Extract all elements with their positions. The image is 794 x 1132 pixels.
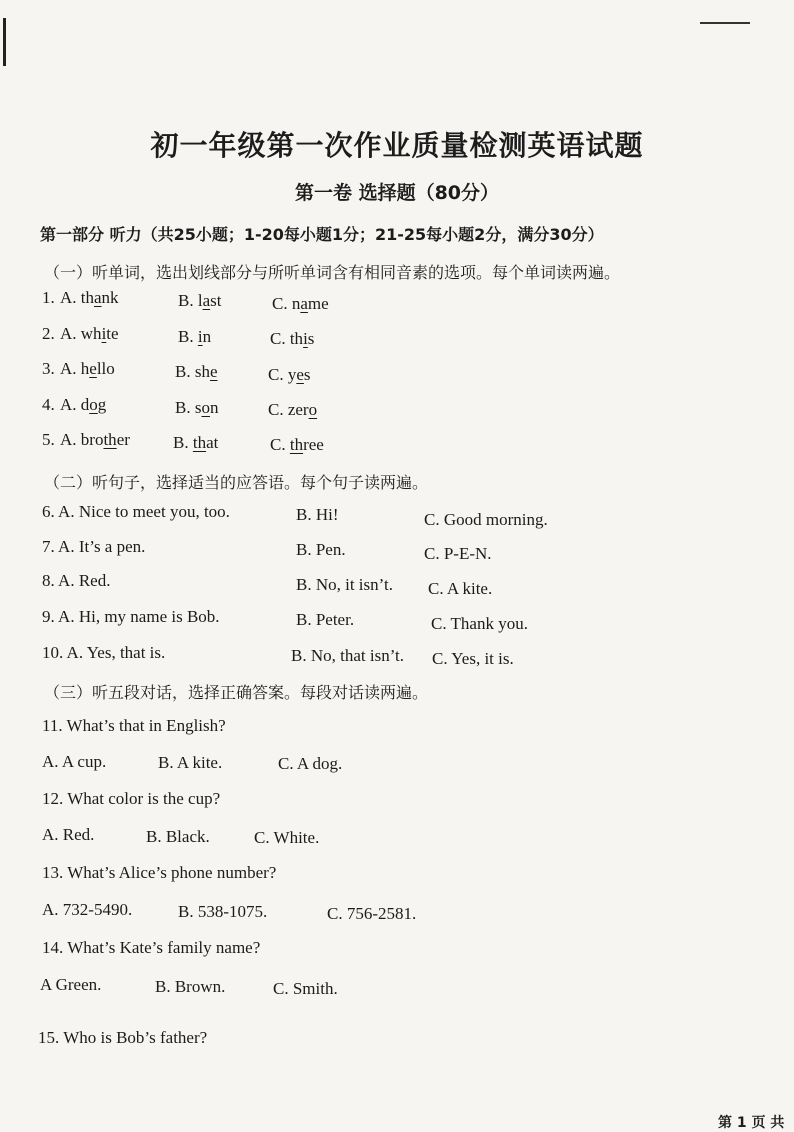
- question-text: 15. Who is Bob’s father?: [38, 1028, 208, 1047]
- option-b: B. Pen.: [296, 540, 346, 559]
- option-c: C. 756-2581.: [327, 904, 417, 923]
- option-c: C. yes: [268, 365, 311, 384]
- option-b: B. Peter.: [296, 610, 355, 629]
- volume-subtitle: 第一卷 选择题（80分）: [294, 182, 500, 204]
- option-b: B. Hi!: [296, 505, 339, 524]
- question-number: 1.: [42, 288, 55, 307]
- option-a: A. Red.: [42, 825, 95, 844]
- exam-title: 初一年级第一次作业质量检测英语试题: [150, 129, 644, 162]
- question-text: 12. What color is the cup?: [42, 789, 221, 808]
- option-c: C. zero: [268, 400, 318, 419]
- option-a: 10. A. Yes, that is.: [42, 643, 166, 662]
- option-b: B. that: [173, 433, 219, 452]
- option-a: A. brother: [60, 430, 130, 449]
- option-a: 7. A. It’s a pen.: [42, 537, 146, 556]
- option-a: 9. A. Hi, my name is Bob.: [42, 607, 220, 626]
- question-number: 5.: [42, 430, 55, 449]
- option-b: B. son: [175, 398, 219, 417]
- option-a: A. dog: [60, 395, 107, 414]
- option-a: A. white: [60, 324, 119, 343]
- option-c: C. Yes, it is.: [432, 649, 514, 668]
- question-text: 14. What’s Kate’s family name?: [42, 938, 261, 957]
- option-c: C. Thank you.: [431, 614, 528, 633]
- option-a: 6. A. Nice to meet you, too.: [42, 502, 230, 521]
- option-c: C. three: [270, 435, 324, 454]
- option-a: A. thank: [60, 288, 119, 307]
- option-a: A Green.: [40, 975, 102, 994]
- part-heading: 第一部分 听力（共25小题；1-20每小题1分；21-25每小题2分，满分30分）: [40, 225, 604, 244]
- option-b: B. in: [178, 327, 212, 346]
- option-c: C. White.: [254, 828, 320, 847]
- option-a: A. 732-5490.: [42, 900, 133, 919]
- scan-edge-mark: [3, 18, 6, 66]
- option-c: C. A dog.: [278, 754, 343, 773]
- question-number: 2.: [42, 324, 55, 343]
- question-number: 3.: [42, 359, 55, 378]
- option-b: B. 538-1075.: [178, 902, 268, 921]
- option-b: B. No, that isn’t.: [291, 646, 405, 665]
- section-heading-3: （三）听五段对话，选择正确答案。每段对话读两遍。: [44, 683, 429, 702]
- scan-edge-mark: [700, 22, 750, 24]
- option-b: B. Black.: [146, 827, 210, 846]
- option-a: 8. A. Red.: [42, 571, 111, 590]
- option-c: C. Smith.: [273, 979, 338, 998]
- question-text: 11. What’s that in English?: [42, 716, 226, 735]
- section-heading-2: （二）听句子，选择适当的应答语。每个句子读两遍。: [44, 473, 429, 492]
- page-footer: 第 1 页 共: [718, 1115, 785, 1131]
- option-c: C. this: [270, 329, 315, 348]
- option-c: C. name: [272, 294, 329, 313]
- option-b: B. she: [175, 362, 218, 381]
- option-b: B. last: [178, 291, 222, 310]
- question-number: 4.: [42, 395, 55, 414]
- option-a: A. hello: [60, 359, 115, 378]
- option-c: C. Good morning.: [424, 510, 548, 529]
- section-heading-1: （一）听单词，选出划线部分与所听单词含有相同音素的选项。每个单词读两遍。: [44, 263, 621, 282]
- option-c: C. P-E-N.: [424, 544, 492, 563]
- option-c: C. A kite.: [428, 579, 493, 598]
- option-a: A. A cup.: [42, 752, 107, 771]
- option-b: B. A kite.: [158, 753, 223, 772]
- option-b: B. No, it isn’t.: [296, 575, 393, 594]
- option-b: B. Brown.: [155, 977, 226, 996]
- question-text: 13. What’s Alice’s phone number?: [42, 863, 277, 882]
